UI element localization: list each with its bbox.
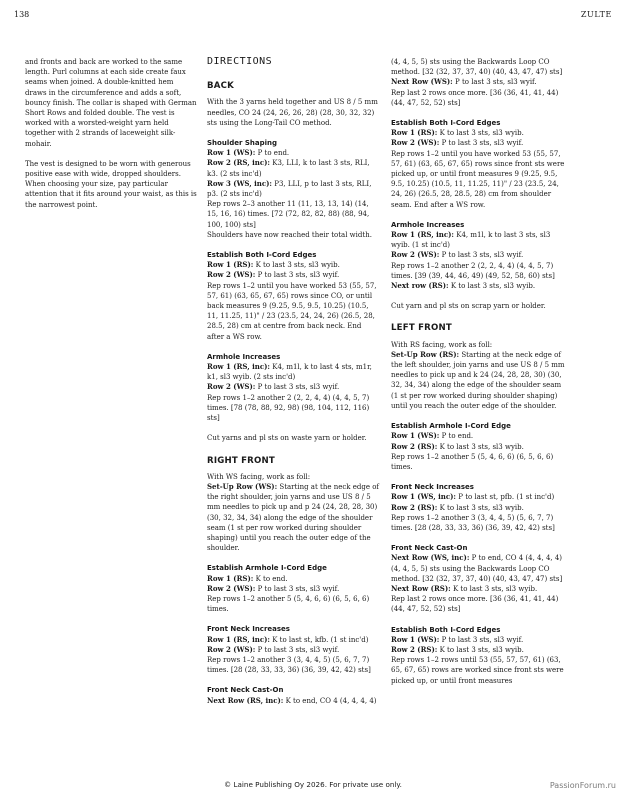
- intro-paragraph: and fronts and back are worked to the same length. Purl columns at each side create faux seams when joined. A double-knitted hem draws in the circumference and adds a soft, bouncy finish. The collar is shaped with German Short Rows and folded double. The vest is worked with a worsted-weight yarn held together with 2 strands of laceweight silk-mohair.: [25, 58, 197, 148]
- row-instruction: Next Row (RS, inc): K to end, CO 4 (4, 4, 4, 4): [207, 695, 377, 705]
- front-neck-increases-heading: Front Neck Increases: [391, 483, 474, 492]
- repeat-instruction: Rep rows 1–2 another 5 (5, 4, 6, 6) (6, 5, 6, 6) times.: [207, 594, 370, 614]
- repeat-instruction: Rep rows 2–3 another 11 (11, 13, 13, 14) (14, 15, 16, 16) times. [72 (72, 82, 82, 88) (88, 94, 100, 100) sts]: [207, 200, 370, 229]
- front-neck-cast-on-heading: Front Neck Cast-On: [391, 544, 468, 553]
- section-intro: With WS facing, work as foll:: [207, 472, 311, 481]
- section-intro: With RS facing, work as foll:: [391, 340, 493, 349]
- row-instruction: Row 2 (WS): P to last 3 sts, sl3 wyif.: [391, 250, 524, 260]
- row-instruction: Row 2 (WS): P to last 3 sts, sl3 wyif.: [391, 138, 524, 148]
- setup-row: Set-Up Row (WS): Starting at the neck edge of the right shoulder, join yarns and use US 8 / 5 mm needles to pick up and p 24 (24, 28, 28, 30) (30, 32, 34, 34) along the edge of the shoulder seam (1 st per row worked during shoulder shaping) until you reach the outer edge of the shoulder.: [207, 481, 380, 553]
- icord-heading: Establish Both I-Cord Edges: [207, 251, 317, 260]
- setup-row: Set-Up Row (RS): Starting at the neck edge of the left shoulder, join yarns and use US 8 / 5 mm needles to pick up and k 24 (24, 28, 28, 30) (30, 32, 34, 34) along the edge of the shoulder seam (1 st per row worked during shoulder shaping) until you reach the outer edge of the shoulder.: [391, 349, 565, 410]
- icord-heading: Establish Armhole I-Cord Edge: [391, 422, 511, 431]
- row-instruction: Row 2 (WS): P to last 3 sts, sl3 wyif.: [207, 270, 340, 280]
- icord-heading: Establish Armhole I-Cord Edge: [207, 564, 327, 573]
- repeat-instruction: Rep rows 1–2 another 3 (3, 4, 4, 5) (5, 6, 7, 7) times. [28 (28, 33, 33, 36) (36, 39, 42, 42) sts]: [207, 655, 371, 675]
- right-front-heading: RIGHT FRONT: [207, 455, 275, 466]
- note: Shoulders have now reached their total width.: [207, 230, 372, 239]
- row-instruction: Row 2 (RS): K to last 3 sts, sl3 wyib.: [391, 644, 524, 654]
- row-instruction: Row 1 (RS): K to last 3 sts, sl3 wyib.: [207, 260, 340, 270]
- row-instruction: Row 2 (WS): P to last 3 sts, sl3 wyif.: [207, 644, 340, 654]
- repeat-instruction: Rep rows 1–2 rows until 53 (55, 57, 57, 61) (63, 65, 67, 65) rows are worked since front sts were picked up, or until front measures: [391, 656, 564, 685]
- row-instruction: Row 2 (RS): K to last 3 sts, sl3 wyib.: [391, 502, 524, 512]
- back-heading: BACK: [207, 81, 234, 92]
- row-instruction: Row 3 (WS, inc): P3, LLI, p to last 3 sts, RLI, p3. (2 sts inc'd): [207, 178, 372, 199]
- repeat-instruction: Rep last 2 rows once more. [36 (36, 41, 41, 44) (44, 47, 52, 52) sts]: [391, 595, 559, 614]
- row-instruction: Row 2 (WS): P to last 3 sts, sl3 wyif.: [207, 382, 340, 392]
- row-instruction: Row 2 (RS): K to last 3 sts, sl3 wyib.: [391, 441, 524, 451]
- icord-heading: Establish Both I-Cord Edges: [391, 625, 501, 634]
- cut-instruction: Cut yarns and pl sts on waste yarn or holder.: [207, 434, 367, 443]
- row-instruction: Next Row (WS): P to last 3 sts, sl3 wyif.: [391, 77, 537, 87]
- intro-column: [25, 57, 197, 210]
- row-instruction: Row 2 (WS): P to last 3 sts, sl3 wyif.: [207, 583, 340, 593]
- row-instruction: Next Row (WS, inc): P to end, CO 4 (4, 4, 4, 4) (4, 4, 5, 5) sts using the Backwards Loop CO method. [32 (32, 37, 37, 40) (40, 43, 47, 47) sts]: [391, 553, 563, 583]
- row-instruction: Next row (RS): K to last 3 sts, sl3 wyib.: [391, 281, 536, 291]
- icord-heading: Establish Both I-Cord Edges: [391, 119, 501, 128]
- repeat-instruction: Rep rows 1–2 another 2 (2, 2, 4, 4) (4, 4, 5, 7) times. [39 (39, 44, 46, 49) (49, 52, 58, 60) sts]: [391, 261, 555, 280]
- row-instruction: Row 1 (RS, inc): K4, m1l, k to last 4 sts, m1r, k1, sl3 wyib. (2 sts inc'd): [207, 362, 372, 382]
- row-instruction: Row 1 (WS, inc): P to last st, pfb. (1 st inc'd): [391, 492, 555, 502]
- continued-instruction: (4, 4, 5, 5) sts using the Backwards Loop CO method. [32 (32, 37, 37, 40) (40, 43, 47, 47) sts]: [391, 58, 563, 77]
- front-neck-increases-heading: Front Neck Increases: [207, 625, 290, 634]
- repeat-instruction: Rep last 2 rows once more. [36 (36, 41, 41, 44) (44, 47, 52, 52) sts]: [391, 88, 559, 107]
- running-title: ZULTE: [580, 10, 612, 19]
- armhole-increases-heading: Armhole Increases: [207, 352, 281, 361]
- watermark: PassionForum.ru: [549, 781, 616, 790]
- repeat-instruction: Rep rows 1–2 until you have worked 53 (55, 57, 57, 61) (63, 65, 67, 65) rows since front sts were picked up, or until front measures 9 (9.25, 9.5, 9.5, 10.25) (10.5, 11, 11.25, 11)" / 23 (23.5, 24, 24, 26) (26.5, 28, 28.5, 28) cm from shoulder seam. End after a WS row.: [391, 149, 565, 209]
- page-number: 138: [14, 10, 30, 19]
- directions-column: [207, 57, 379, 706]
- row-instruction: Row 1 (RS, inc): K4, m1l, k to last 3 sts, sl3 wyib. (1 st inc'd): [391, 230, 551, 250]
- row-instruction: Next Row (RS): K to last 3 sts, sl3 wyib.: [391, 583, 538, 593]
- row-instruction: Row 2 (RS, inc): K3, LLI, k to last 3 sts, RLI, k3. (2 sts inc'd): [207, 158, 370, 178]
- row-instruction: Row 1 (WS): P to last 3 sts, sl3 wyif.: [391, 634, 524, 644]
- copyright-footer: © Laine Publishing Oy 2026. For private use only.: [224, 780, 402, 789]
- directions-heading: DIRECTIONS: [207, 56, 273, 67]
- repeat-instruction: Rep rows 1–2 another 2 (2, 2, 4, 4) (4, 4, 5, 7) times. [78 (78, 88, 92, 98) (98, 104, 112, 116) sts]: [207, 393, 370, 423]
- row-instruction: Row 1 (WS): P to end.: [207, 148, 290, 158]
- row-instruction: Row 1 (RS): K to last 3 sts, sl3 wyib.: [391, 128, 524, 138]
- intro-paragraph-sizing: The vest is designed to be worn with generous positive ease with wide, dropped shoulders. When choosing your size, pay particular attention that it fits around your waist, as this is the narrowest point.: [25, 159, 197, 209]
- repeat-instruction: Rep rows 1–2 another 5 (5, 4, 6, 6) (6, 5, 6, 6) times.: [391, 452, 554, 471]
- front-neck-cast-on-heading: Front Neck Cast-On: [207, 686, 284, 695]
- shoulder-shaping-heading: Shoulder Shaping: [207, 139, 278, 148]
- row-instruction: Row 1 (RS): K to end.: [207, 573, 288, 583]
- row-instruction: Row 1 (RS, inc): K to last st, kfb. (1 st inc'd): [207, 634, 369, 644]
- row-instruction: Row 1 (WS): P to end.: [391, 431, 474, 441]
- repeat-instruction: Rep rows 1–2 until you have worked 53 (55, 57, 57, 61) (63, 65, 67, 65) rows since CO, or until back measures 9 (9.25, 9.5, 9.5, 10.25) (10.5, 11, 11.25, 11)" / 23 (23.5, 24, 24, 26) (26.5, 28, 28.5, 28) cm at centre from back neck. End after a WS row.: [207, 281, 377, 341]
- left-front-heading: LEFT FRONT: [391, 323, 452, 334]
- repeat-instruction: Rep rows 1–2 another 3 (3, 4, 4, 5) (5, 6, 7, 7) times. [28 (28, 33, 33, 36) (36, 39, 42, 42) sts]: [391, 513, 555, 532]
- cut-instruction: Cut yarn and pl sts on scrap yarn or holder.: [391, 302, 546, 311]
- continuation-column: [391, 57, 569, 686]
- back-intro: With the 3 yarns held together and US 8 / 5 mm needles, CO 24 (24, 26, 26, 28) (28, 30, 32, 32) sts using the Long-Tail CO method.: [207, 98, 378, 127]
- armhole-increases-heading: Armhole Increases: [391, 220, 465, 229]
